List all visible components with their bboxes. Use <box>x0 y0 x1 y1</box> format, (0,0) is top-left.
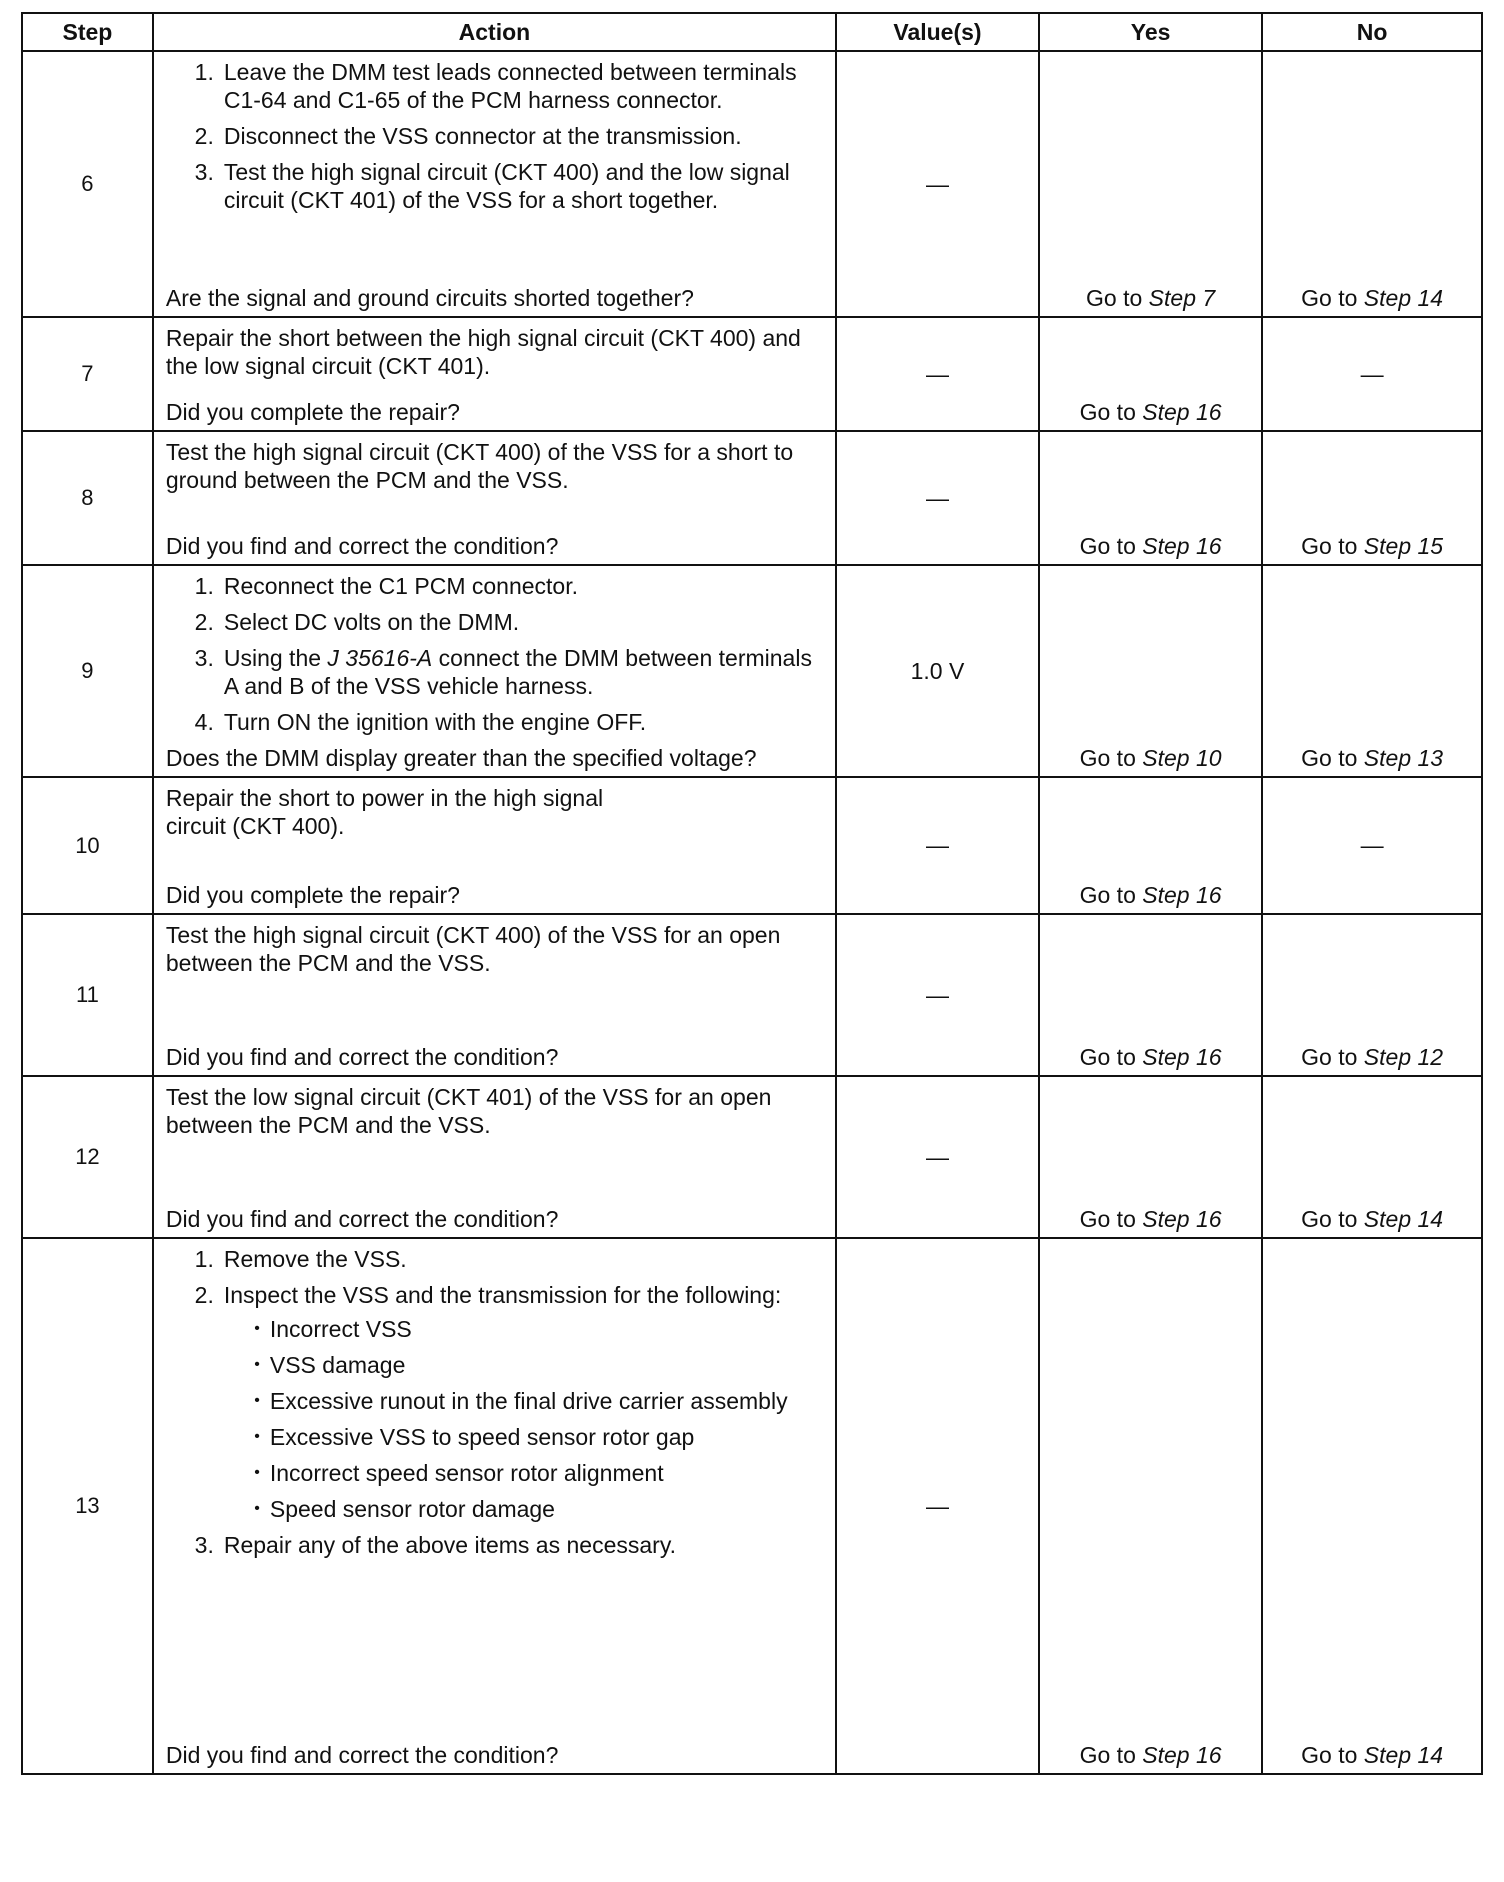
list-item: 3. Repair any of the above items as necessary. <box>194 1532 676 1558</box>
header-action: Action <box>153 13 836 51</box>
list-item: 1. Reconnect the C1 PCM connector. <box>194 573 578 599</box>
action-text: Test the high signal circuit (CKT 400) of the VSS for a short to ground between the PCM and the VSS. <box>165 439 794 493</box>
header-values: Value(s) <box>836 13 1039 51</box>
yes-cell: Go to Step 16 <box>1039 1238 1262 1774</box>
bullet-icon: • <box>254 1464 260 1481</box>
step-number: 6 <box>22 51 153 317</box>
checklist-item: • Speed sensor rotor damage <box>224 1495 823 1523</box>
no-cell: Go to Step 14 <box>1262 51 1482 317</box>
yes-cell: Go to Step 16 <box>1039 317 1262 431</box>
action-cell <box>153 51 836 317</box>
value-cell: — <box>836 914 1039 1076</box>
no-goto-link[interactable]: Step 15 <box>1363 533 1444 559</box>
header-no: No <box>1262 13 1482 51</box>
yes-goto-link[interactable]: Step 16 <box>1142 1742 1222 1768</box>
table-row-step-8 <box>22 431 1482 565</box>
yes-cell: Go to Step 16 <box>1039 777 1262 914</box>
action-question: Are the signal and ground circuits shorted together? <box>165 285 694 311</box>
yes-goto-link[interactable]: Step 16 <box>1142 399 1222 425</box>
step-number: 10 <box>22 777 153 914</box>
list-item: 2. Select DC volts on the DMM. <box>194 609 520 635</box>
action-question: Did you find and correct the condition? <box>165 1742 559 1768</box>
action-cell <box>153 431 836 565</box>
yes-goto-link[interactable]: Step 7 <box>1148 285 1216 311</box>
action-question: Does the DMM display greater than the specified voltage? <box>165 745 757 771</box>
yes-goto-link[interactable]: Step 10 <box>1142 745 1222 771</box>
list-item: 1. Leave the DMM test leads connected between terminals C1-64 and C1-65 of the PCM harness connector. <box>194 59 797 113</box>
list-item: 3. Test the high signal circuit (CKT 400) and the low signal circuit (CKT 401) of the VSS for a short together. <box>194 159 790 213</box>
no-cell: Go to Step 15 <box>1262 431 1482 565</box>
list-item: 4. Turn ON the ignition with the engine OFF. <box>194 709 647 735</box>
step-number: 12 <box>22 1076 153 1238</box>
bullet-icon: • <box>254 1356 260 1373</box>
diagnostic-table <box>21 12 1483 1775</box>
bullet-icon: • <box>254 1500 260 1517</box>
table-row-step-13 <box>22 1238 1482 1774</box>
no-cell: Go to Step 14 <box>1262 1238 1482 1774</box>
yes-cell: Go to Step 16 <box>1039 1076 1262 1238</box>
action-cell <box>153 1076 836 1238</box>
action-steps <box>166 572 823 736</box>
table-row-step-12 <box>22 1076 1482 1238</box>
table-row-step-10 <box>22 777 1482 914</box>
value-cell: — <box>836 1076 1039 1238</box>
yes-cell: Go to Step 16 <box>1039 431 1262 565</box>
checklist-item: • Excessive runout in the final drive carrier assembly <box>224 1387 823 1415</box>
value-cell: — <box>836 317 1039 431</box>
checklist-item: • Incorrect speed sensor rotor alignment <box>224 1459 823 1487</box>
action-text: Repair the short between the high signal circuit (CKT 400) and the low signal circuit (CKT 401). <box>165 325 801 379</box>
action-steps <box>166 58 823 222</box>
step-number: 7 <box>22 317 153 431</box>
step-number: 13 <box>22 1238 153 1774</box>
no-cell: — <box>1262 317 1482 431</box>
list-item: 2. Inspect the VSS and the transmission for the following: • Incorrect VSS • VSS damage • Excessive runout in the final drive carrier assembly • Excessive VSS to speed sensor rotor gap • Incorrect speed sensor rotor alignment • Speed sensor rotor damage <box>166 1281 823 1523</box>
header-yes: Yes <box>1039 13 1262 51</box>
action-cell <box>153 777 836 914</box>
action-question: Did you find and correct the condition? <box>165 1044 559 1070</box>
action-cell <box>153 565 836 777</box>
value-cell: — <box>836 51 1039 317</box>
action-text: Test the high signal circuit (CKT 400) of the VSS for an open between the PCM and the VSS. <box>165 922 781 976</box>
checklist-item: • Incorrect VSS <box>224 1315 823 1343</box>
list-item: 1. Remove the VSS. <box>194 1246 407 1272</box>
bullet-icon: • <box>254 1428 260 1445</box>
no-goto-link[interactable]: Step 12 <box>1363 1044 1444 1070</box>
no-goto-link[interactable]: Step 14 <box>1363 1206 1444 1232</box>
no-cell: Go to Step 12 <box>1262 914 1482 1076</box>
list-item: 3. Using the J 35616-A connect the DMM between terminals A and B of the VSS vehicle harness. <box>194 645 812 699</box>
inspection-checklist <box>224 1315 823 1523</box>
checklist-item: • VSS damage <box>224 1351 823 1379</box>
step-number: 9 <box>22 565 153 777</box>
list-item: 2. Disconnect the VSS connector at the transmission. <box>194 123 742 149</box>
checklist-item: • Excessive VSS to speed sensor rotor gap <box>224 1423 823 1451</box>
yes-cell: Go to Step 10 <box>1039 565 1262 777</box>
action-question: Did you complete the repair? <box>165 399 460 425</box>
action-cell <box>153 914 836 1076</box>
table-row-step-6 <box>22 51 1482 317</box>
no-cell: Go to Step 13 <box>1262 565 1482 777</box>
table-row-step-7 <box>22 317 1482 431</box>
yes-goto-link[interactable]: Step 16 <box>1142 533 1222 559</box>
header-step: Step <box>22 13 153 51</box>
no-cell: — <box>1262 777 1482 914</box>
action-question: Did you find and correct the condition? <box>165 1206 559 1232</box>
no-cell: Go to Step 14 <box>1262 1076 1482 1238</box>
bullet-icon: • <box>254 1392 260 1409</box>
no-goto-link[interactable]: Step 14 <box>1363 1742 1444 1768</box>
action-text: Repair the short to power in the high signal circuit (CKT 400). <box>165 785 604 839</box>
yes-cell: Go to Step 7 <box>1039 51 1262 317</box>
value-cell: — <box>836 1238 1039 1774</box>
action-steps <box>166 1245 823 1567</box>
value-cell: 1.0 V <box>836 565 1039 777</box>
table-header-row <box>22 13 1482 51</box>
no-goto-link[interactable]: Step 14 <box>1363 285 1444 311</box>
value-cell: — <box>836 777 1039 914</box>
table-row-step-11 <box>22 914 1482 1076</box>
yes-goto-link[interactable]: Step 16 <box>1142 1044 1222 1070</box>
tool-reference: J 35616-A <box>327 645 433 671</box>
step-number: 8 <box>22 431 153 565</box>
yes-goto-link[interactable]: Step 16 <box>1142 882 1222 908</box>
yes-goto-link[interactable]: Step 16 <box>1142 1206 1222 1232</box>
action-cell <box>153 317 836 431</box>
action-question: Did you complete the repair? <box>165 882 460 908</box>
table-row-step-9 <box>22 565 1482 777</box>
value-cell: — <box>836 431 1039 565</box>
bullet-icon: • <box>254 1320 260 1337</box>
action-text: Test the low signal circuit (CKT 401) of the VSS for an open between the PCM and the VSS. <box>165 1084 772 1138</box>
action-cell <box>153 1238 836 1774</box>
step-number: 11 <box>22 914 153 1076</box>
no-goto-link[interactable]: Step 13 <box>1363 745 1444 771</box>
yes-cell: Go to Step 16 <box>1039 914 1262 1076</box>
action-question: Did you find and correct the condition? <box>165 533 559 559</box>
